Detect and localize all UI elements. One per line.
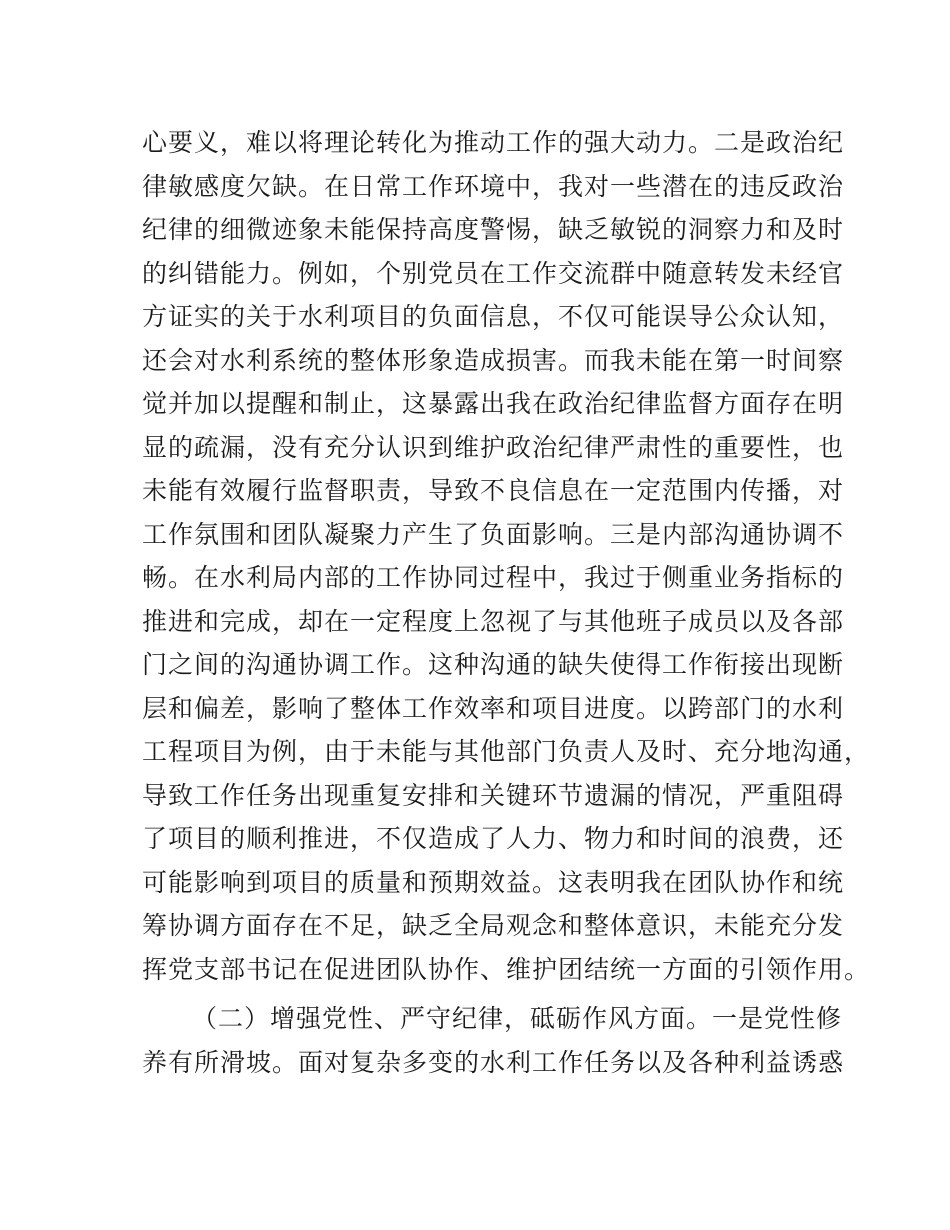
- text-line: 工作氛围和团队凝聚力产生了负面影响。三是内部沟通协调不: [142, 519, 845, 549]
- text-line: 挥党支部书记在促进团队协作、维护团结统一方面的引领作用。: [142, 954, 871, 984]
- paragraph-1: [142, 121, 871, 991]
- text-line: 显的疏漏，没有充分认识到维护政治纪律严肃性的重要性，也: [142, 432, 845, 462]
- text-line: 律敏感度欠缺。在日常工作环境中，我对一些潜在的违反政治: [142, 171, 845, 201]
- text-line: 觉并加以提醒和制止，这暴露出我在政治纪律监督方面存在明: [142, 389, 845, 418]
- text-line: 了项目的顺利推进，不仅造成了人力、物力和时间的浪费，还: [142, 824, 845, 853]
- text-line: 心要义，难以将理论转化为推动工作的强大动力。二是政治纪: [142, 128, 845, 157]
- text-line: 导致工作任务出现重复安排和关键环节遗漏的情况，严重阻碍: [142, 780, 845, 810]
- text-line: 工程项目为例，由于未能与其他部门负责人及时、充分地沟通，: [142, 737, 871, 766]
- text-line: 未能有效履行监督职责，导致不良信息在一定范围内传播，对: [142, 476, 845, 505]
- text-line: 门之间的沟通协调工作。这种沟通的缺失使得工作衔接出现断: [142, 650, 845, 679]
- text-line: 方证实的关于水利项目的负面信息，不仅可能误导公众认知，: [142, 302, 845, 331]
- text-line: 畅。在水利局内部的工作协同过程中，我过于侧重业务指标的: [142, 563, 845, 592]
- text-line: 层和偏差，影响了整体工作效率和项目进度。以跨部门的水利: [142, 693, 845, 723]
- text-line: 养有所滑坡。面对复杂多变的水利工作任务以及各种利益诱惑: [142, 1047, 845, 1077]
- text-line: 可能影响到项目的质量和预期效益。这表明我在团队协作和统: [142, 867, 845, 897]
- text-line: 的纠错能力。例如，个别党员在工作交流群中随意转发未经官: [142, 258, 845, 288]
- paragraph-2: [142, 997, 845, 1084]
- text-line: 筹协调方面存在不足，缺乏全局观念和整体意识，未能充分发: [142, 911, 845, 940]
- text-line: 推进和完成，却在一定程度上忽视了与其他班子成员以及各部: [142, 606, 845, 636]
- text-line: （二）增强党性、严守纪律，砥砺作风方面。一是党性修: [192, 1004, 843, 1033]
- document-body: [142, 121, 871, 1084]
- text-line: 还会对水利系统的整体形象造成损害。而我未能在第一时间察: [142, 345, 845, 375]
- text-line: 纪律的细微迹象未能保持高度警惕，缺乏敏锐的洞察力和及时: [142, 215, 845, 244]
